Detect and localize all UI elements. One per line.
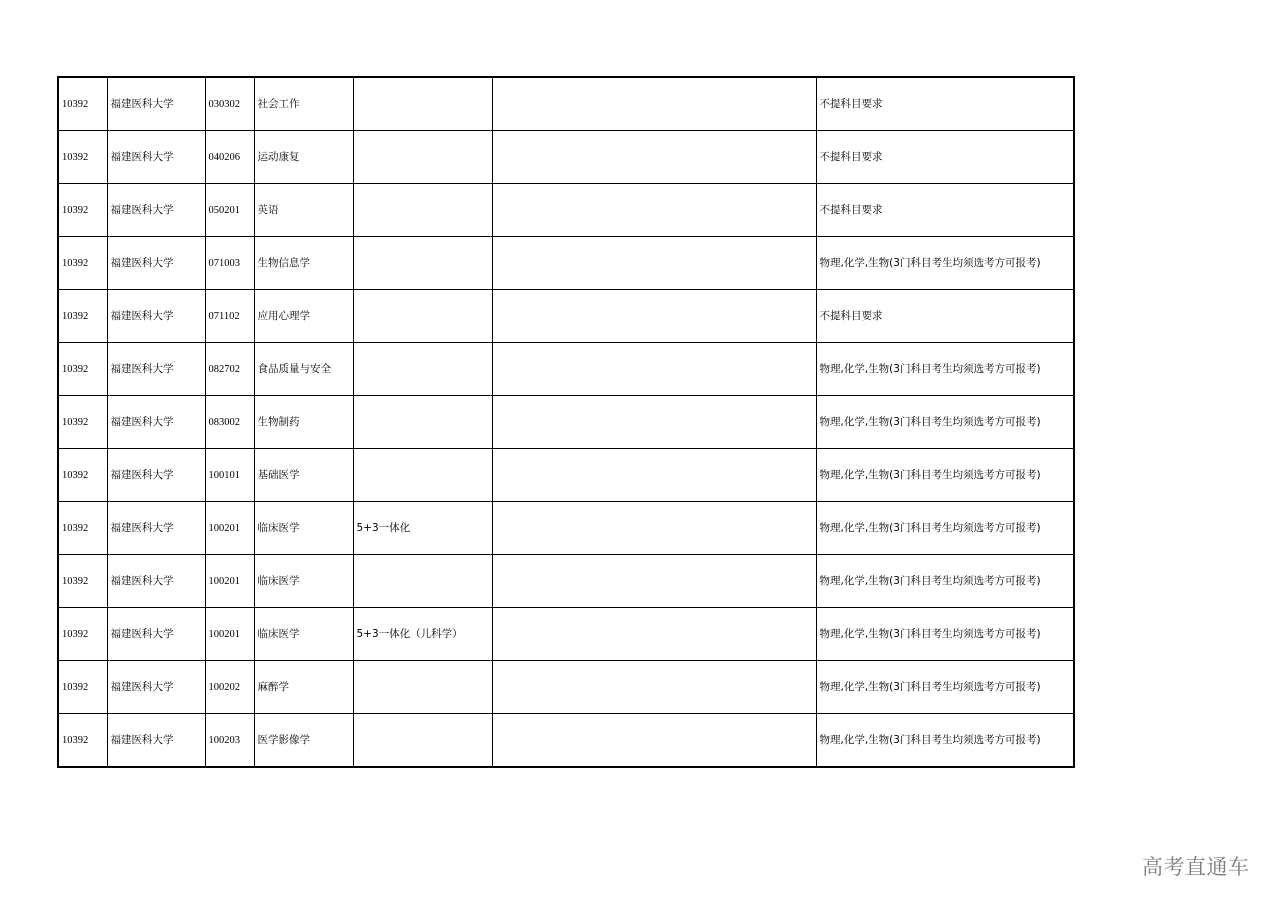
subject-requirement-cell: 物理,化学,生物(3门科目考生均须选考方可报考) bbox=[816, 502, 1074, 555]
major-name-cell: 临床医学 bbox=[254, 608, 353, 661]
major-name-cell: 社会工作 bbox=[254, 77, 353, 131]
requirements-table bbox=[57, 76, 1075, 768]
major-note-cell bbox=[353, 449, 492, 502]
extra-cell bbox=[492, 502, 816, 555]
extra-cell bbox=[492, 343, 816, 396]
major-note-cell bbox=[353, 237, 492, 290]
major-note-cell bbox=[353, 290, 492, 343]
major-code-cell: 100203 bbox=[205, 714, 254, 768]
table-row bbox=[58, 608, 1074, 661]
school-code-cell: 10392 bbox=[58, 77, 107, 131]
school-code-cell: 10392 bbox=[58, 184, 107, 237]
major-code-cell: 030302 bbox=[205, 77, 254, 131]
table-row bbox=[58, 290, 1074, 343]
subject-requirement-cell: 不提科目要求 bbox=[816, 77, 1074, 131]
subject-requirement-cell: 物理,化学,生物(3门科目考生均须选考方可报考) bbox=[816, 608, 1074, 661]
major-code-cell: 071003 bbox=[205, 237, 254, 290]
table-row bbox=[58, 184, 1074, 237]
subject-requirement-cell: 不提科目要求 bbox=[816, 184, 1074, 237]
school-code-cell: 10392 bbox=[58, 131, 107, 184]
major-name-cell: 运动康复 bbox=[254, 131, 353, 184]
major-name-cell: 英语 bbox=[254, 184, 353, 237]
major-name-cell: 食品质量与安全 bbox=[254, 343, 353, 396]
school-name-cell: 福建医科大学 bbox=[107, 184, 205, 237]
major-code-cell: 082702 bbox=[205, 343, 254, 396]
school-code-cell: 10392 bbox=[58, 714, 107, 768]
subject-requirement-cell: 物理,化学,生物(3门科目考生均须选考方可报考) bbox=[816, 449, 1074, 502]
major-code-cell: 100201 bbox=[205, 555, 254, 608]
table-row bbox=[58, 502, 1074, 555]
major-note-cell bbox=[353, 131, 492, 184]
major-note-cell bbox=[353, 343, 492, 396]
school-code-cell: 10392 bbox=[58, 661, 107, 714]
major-code-cell: 050201 bbox=[205, 184, 254, 237]
table-row bbox=[58, 396, 1074, 449]
major-note-cell bbox=[353, 77, 492, 131]
extra-cell bbox=[492, 661, 816, 714]
school-code-cell: 10392 bbox=[58, 502, 107, 555]
table-row bbox=[58, 661, 1074, 714]
extra-cell bbox=[492, 131, 816, 184]
school-code-cell: 10392 bbox=[58, 290, 107, 343]
extra-cell bbox=[492, 237, 816, 290]
major-note-cell bbox=[353, 661, 492, 714]
major-note-cell: 5+3一体化 bbox=[353, 502, 492, 555]
subject-requirement-cell: 物理,化学,生物(3门科目考生均须选考方可报考) bbox=[816, 555, 1074, 608]
school-name-cell: 福建医科大学 bbox=[107, 131, 205, 184]
table-row bbox=[58, 555, 1074, 608]
major-name-cell: 麻醉学 bbox=[254, 661, 353, 714]
school-name-cell: 福建医科大学 bbox=[107, 608, 205, 661]
subject-requirement-cell: 不提科目要求 bbox=[816, 290, 1074, 343]
major-code-cell: 071102 bbox=[205, 290, 254, 343]
school-name-cell: 福建医科大学 bbox=[107, 449, 205, 502]
major-name-cell: 临床医学 bbox=[254, 502, 353, 555]
school-code-cell: 10392 bbox=[58, 555, 107, 608]
major-code-cell: 100201 bbox=[205, 608, 254, 661]
school-name-cell: 福建医科大学 bbox=[107, 555, 205, 608]
school-code-cell: 10392 bbox=[58, 237, 107, 290]
major-note-cell bbox=[353, 714, 492, 768]
major-name-cell: 生物制药 bbox=[254, 396, 353, 449]
subject-requirement-cell: 物理,化学,生物(3门科目考生均须选考方可报考) bbox=[816, 237, 1074, 290]
major-note-cell bbox=[353, 184, 492, 237]
subject-requirement-cell: 物理,化学,生物(3门科目考生均须选考方可报考) bbox=[816, 396, 1074, 449]
school-name-cell: 福建医科大学 bbox=[107, 237, 205, 290]
watermark-text: 高考直通车 bbox=[1142, 855, 1250, 879]
table-row bbox=[58, 77, 1074, 131]
school-name-cell: 福建医科大学 bbox=[107, 343, 205, 396]
school-code-cell: 10392 bbox=[58, 396, 107, 449]
major-code-cell: 100202 bbox=[205, 661, 254, 714]
school-code-cell: 10392 bbox=[58, 343, 107, 396]
extra-cell bbox=[492, 396, 816, 449]
school-name-cell: 福建医科大学 bbox=[107, 661, 205, 714]
extra-cell bbox=[492, 184, 816, 237]
school-name-cell: 福建医科大学 bbox=[107, 290, 205, 343]
major-note-cell bbox=[353, 396, 492, 449]
table-row bbox=[58, 714, 1074, 768]
table-body bbox=[58, 77, 1074, 767]
school-code-cell: 10392 bbox=[58, 608, 107, 661]
school-name-cell: 福建医科大学 bbox=[107, 77, 205, 131]
school-name-cell: 福建医科大学 bbox=[107, 502, 205, 555]
extra-cell bbox=[492, 290, 816, 343]
major-name-cell: 生物信息学 bbox=[254, 237, 353, 290]
extra-cell bbox=[492, 449, 816, 502]
extra-cell bbox=[492, 608, 816, 661]
major-code-cell: 100201 bbox=[205, 502, 254, 555]
school-name-cell: 福建医科大学 bbox=[107, 396, 205, 449]
major-name-cell: 基础医学 bbox=[254, 449, 353, 502]
subject-requirement-cell: 不提科目要求 bbox=[816, 131, 1074, 184]
extra-cell bbox=[492, 555, 816, 608]
table-row bbox=[58, 237, 1074, 290]
table-row bbox=[58, 449, 1074, 502]
subject-requirement-cell: 物理,化学,生物(3门科目考生均须选考方可报考) bbox=[816, 343, 1074, 396]
extra-cell bbox=[492, 714, 816, 768]
major-name-cell: 临床医学 bbox=[254, 555, 353, 608]
table-row bbox=[58, 343, 1074, 396]
major-code-cell: 040206 bbox=[205, 131, 254, 184]
major-name-cell: 应用心理学 bbox=[254, 290, 353, 343]
school-name-cell: 福建医科大学 bbox=[107, 714, 205, 768]
subject-requirement-cell: 物理,化学,生物(3门科目考生均须选考方可报考) bbox=[816, 661, 1074, 714]
school-code-cell: 10392 bbox=[58, 449, 107, 502]
extra-cell bbox=[492, 77, 816, 131]
major-code-cell: 100101 bbox=[205, 449, 254, 502]
table-row bbox=[58, 131, 1074, 184]
major-code-cell: 083002 bbox=[205, 396, 254, 449]
major-note-cell: 5+3一体化（儿科学） bbox=[353, 608, 492, 661]
major-note-cell bbox=[353, 555, 492, 608]
major-name-cell: 医学影像学 bbox=[254, 714, 353, 768]
subject-requirement-cell: 物理,化学,生物(3门科目考生均须选考方可报考) bbox=[816, 714, 1074, 768]
